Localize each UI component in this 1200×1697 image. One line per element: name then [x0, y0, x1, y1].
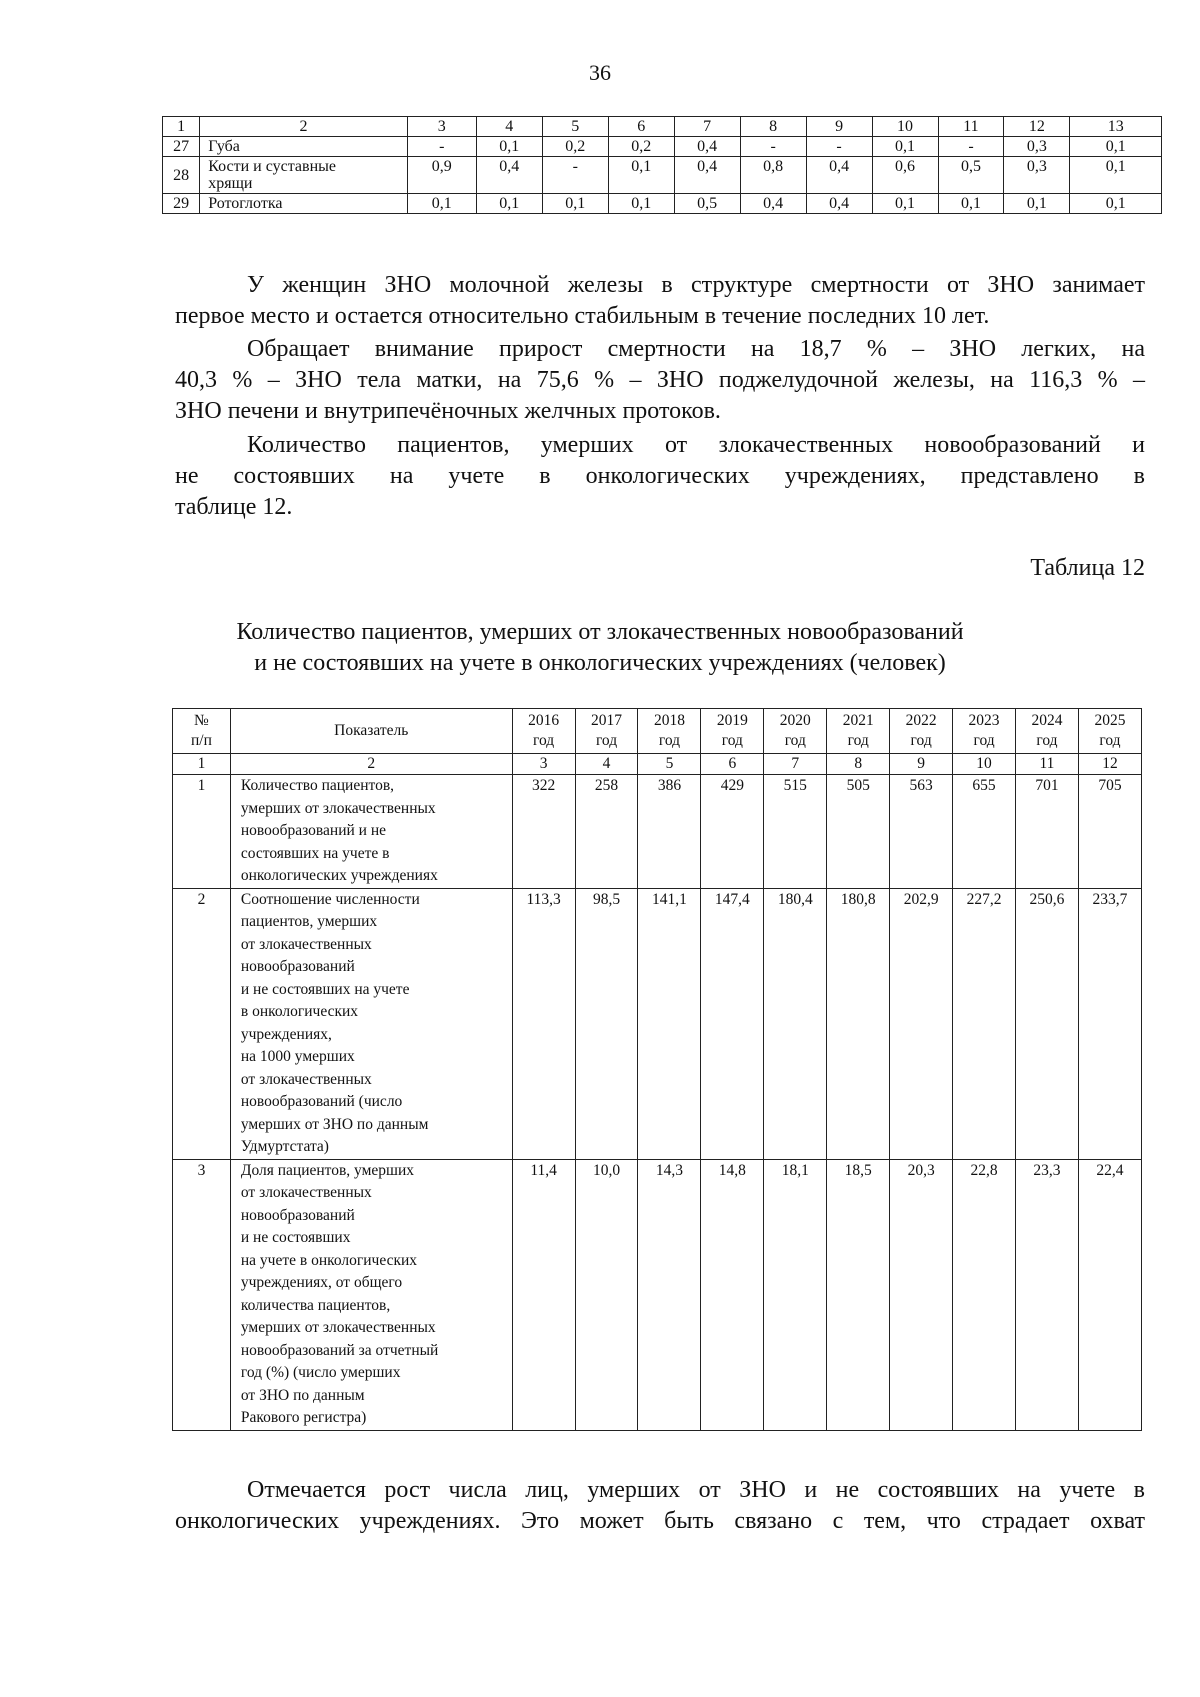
value-cell: 0,1	[1070, 194, 1162, 214]
paragraph-closing	[175, 1475, 1145, 1537]
header-year: 2021 год	[827, 709, 890, 754]
row-number: 27	[163, 137, 200, 157]
column-index: 4	[575, 754, 638, 775]
header-year: 2016 год	[512, 709, 575, 754]
header-cell: 12	[1004, 117, 1070, 137]
header-cell: 6	[608, 117, 674, 137]
caption-line: Количество пациентов, умерших от злокачественных новообразований	[236, 619, 964, 645]
text-line: У женщин ЗНО молочной железы в структуре смертности от ЗНО занимает	[247, 272, 1145, 298]
column-index: 2	[230, 754, 512, 775]
value-cell: 0,8	[740, 157, 806, 194]
header-year: 2019 год	[701, 709, 764, 754]
header-cell: 11	[938, 117, 1004, 137]
column-index: 7	[764, 754, 827, 775]
text-line: таблице 12.	[175, 494, 293, 520]
value-cell: 0,1	[407, 194, 476, 214]
header-cell: 2	[200, 117, 407, 137]
text-line: первое место и остается относительно стабильным в течение последних 10 лет.	[175, 303, 990, 329]
header-cell: 9	[806, 117, 872, 137]
table-row	[173, 1159, 1142, 1430]
value-cell: 0,3	[1004, 157, 1070, 194]
value-cell: 23,3	[1016, 1159, 1079, 1430]
value-cell: 0,2	[608, 137, 674, 157]
row-name	[200, 157, 407, 194]
value-cell: 429	[701, 775, 764, 889]
table-label: Таблица 12	[1030, 555, 1145, 581]
row-number: 29	[163, 194, 200, 214]
value-cell: -	[407, 137, 476, 157]
value-cell: 0,1	[872, 194, 938, 214]
value-cell: 0,1	[872, 137, 938, 157]
header-year: 2025 год	[1078, 709, 1141, 754]
value-cell: 18,1	[764, 1159, 827, 1430]
table-row	[173, 888, 1142, 1159]
column-index: 3	[512, 754, 575, 775]
value-cell: 0,4	[674, 137, 740, 157]
header-year: 2023 год	[953, 709, 1016, 754]
value-cell: 14,3	[638, 1159, 701, 1430]
table-header-row	[163, 117, 1162, 137]
header-cell: 4	[476, 117, 542, 137]
value-cell: 22,4	[1078, 1159, 1141, 1430]
value-cell: 0,1	[608, 194, 674, 214]
value-cell: 655	[953, 775, 1016, 889]
row-name-line: хрящи	[208, 175, 253, 192]
value-cell: 515	[764, 775, 827, 889]
value-cell: 0,6	[872, 157, 938, 194]
value-cell: 250,6	[1016, 888, 1079, 1159]
column-index: 6	[701, 754, 764, 775]
value-cell: 0,1	[938, 194, 1004, 214]
value-cell: 0,4	[674, 157, 740, 194]
header-cell: 3	[407, 117, 476, 137]
header-year: 2022 год	[890, 709, 953, 754]
value-cell: 505	[827, 775, 890, 889]
value-cell: 0,4	[806, 157, 872, 194]
row-name	[200, 194, 407, 214]
value-cell: 705	[1078, 775, 1141, 889]
value-cell: 180,4	[764, 888, 827, 1159]
column-index: 10	[953, 754, 1016, 775]
text-line: ЗНО печени и внутрипечёночных желчных протоков.	[175, 398, 721, 424]
text-line: 40,3 % – ЗНО тела матки, на 75,6 % – ЗНО поджелудочной железы, на 116,3 % –	[175, 367, 1145, 393]
column-index: 9	[890, 754, 953, 775]
paragraph-table-intro	[175, 430, 1145, 523]
indicator-description: Доля пациентов, умерших от злокачественных новообразований и не состоявших на учете в онкологических учреждениях, от общего количества пациентов, умерших от злокачественных новообразований за отчетный год (%) (число умерших от ЗНО по данным Ракового регистра)	[230, 1159, 512, 1430]
header-year: 2018 год	[638, 709, 701, 754]
table-row	[173, 775, 1142, 889]
table-12	[172, 708, 1142, 1431]
value-cell: 322	[512, 775, 575, 889]
value-cell: 10,0	[575, 1159, 638, 1430]
value-cell: 180,8	[827, 888, 890, 1159]
value-cell: 113,3	[512, 888, 575, 1159]
header-cell: 8	[740, 117, 806, 137]
column-index: 1	[173, 754, 231, 775]
value-cell: 0,4	[740, 194, 806, 214]
value-cell: 14,8	[701, 1159, 764, 1430]
header-cell: 13	[1070, 117, 1162, 137]
text-line: не состоявших на учете в онкологических учреждениях, представлено в	[175, 463, 1145, 489]
value-cell: 701	[1016, 775, 1079, 889]
column-index-row	[173, 754, 1142, 775]
table-caption	[0, 617, 1200, 679]
value-cell: 0,1	[1070, 137, 1162, 157]
row-number: 28	[163, 157, 200, 194]
value-cell: 0,1	[476, 137, 542, 157]
value-cell: 0,5	[674, 194, 740, 214]
paragraph-mortality-growth	[175, 334, 1145, 427]
value-cell: 202,9	[890, 888, 953, 1159]
text-line: онкологических учреждениях. Это может быть связано с тем, что страдает охват	[175, 1508, 1145, 1534]
row-name-line: Кости и суставные	[208, 158, 336, 175]
caption-line: и не состоявших на учете в онкологических учреждениях (человек)	[254, 650, 946, 676]
column-index: 11	[1016, 754, 1079, 775]
value-cell: 386	[638, 775, 701, 889]
value-cell: 0,4	[806, 194, 872, 214]
value-cell: 227,2	[953, 888, 1016, 1159]
header-year: 2024 год	[1016, 709, 1079, 754]
value-cell: 18,5	[827, 1159, 890, 1430]
text-line: Отмечается рост числа лиц, умерших от ЗНО и не состоявших на учете в	[247, 1477, 1145, 1503]
value-cell: 0,1	[1004, 194, 1070, 214]
header-cell: 7	[674, 117, 740, 137]
value-cell: 0,3	[1004, 137, 1070, 157]
table-header-row	[173, 709, 1142, 754]
header-cell: 10	[872, 117, 938, 137]
value-cell: 0,1	[476, 194, 542, 214]
value-cell: 0,1	[608, 157, 674, 194]
continuation-table	[162, 116, 1162, 214]
header-year: 2017 год	[575, 709, 638, 754]
value-cell: 141,1	[638, 888, 701, 1159]
header-cell: 1	[163, 117, 200, 137]
page-number: 36	[589, 60, 611, 85]
value-cell: 98,5	[575, 888, 638, 1159]
paragraph-breast-cancer	[175, 270, 1145, 332]
row-number: 3	[173, 1159, 231, 1430]
row-name-line: Губа	[208, 138, 240, 155]
header-year: 2020 год	[764, 709, 827, 754]
value-cell: 563	[890, 775, 953, 889]
value-cell: 0,1	[542, 194, 608, 214]
text-line: Обращает внимание прирост смертности на 18,7 % – ЗНО легких, на	[247, 336, 1145, 362]
value-cell: 233,7	[1078, 888, 1141, 1159]
header-indicator: Показатель	[230, 709, 512, 754]
value-cell: 0,4	[476, 157, 542, 194]
indicator-description: Соотношение численности пациентов, умерших от злокачественных новообразований и не состоявших на учете в онкологических учреждениях, на 1000 умерших от злокачественных новообразований (число умерших от ЗНО по данным Удмуртстата)	[230, 888, 512, 1159]
value-cell: -	[938, 137, 1004, 157]
value-cell: -	[806, 137, 872, 157]
value-cell: 0,5	[938, 157, 1004, 194]
table-row	[163, 137, 1162, 157]
indicator-description: Количество пациентов, умерших от злокачественных новообразований и не состоявших на учете в онкологических учреждениях	[230, 775, 512, 889]
value-cell: -	[542, 157, 608, 194]
value-cell: -	[740, 137, 806, 157]
value-cell: 147,4	[701, 888, 764, 1159]
value-cell: 0,2	[542, 137, 608, 157]
column-index: 12	[1078, 754, 1141, 775]
row-name-line: Ротоглотка	[208, 195, 283, 212]
table-row	[163, 157, 1162, 194]
value-cell: 258	[575, 775, 638, 889]
row-name	[200, 137, 407, 157]
value-cell: 0,9	[407, 157, 476, 194]
value-cell: 0,1	[1070, 157, 1162, 194]
value-cell: 20,3	[890, 1159, 953, 1430]
text-line: Количество пациентов, умерших от злокачественных новообразований и	[247, 432, 1145, 458]
header-number: № п/п	[173, 709, 231, 754]
table-row	[163, 194, 1162, 214]
header-cell: 5	[542, 117, 608, 137]
value-cell: 22,8	[953, 1159, 1016, 1430]
value-cell: 11,4	[512, 1159, 575, 1430]
row-number: 1	[173, 775, 231, 889]
column-index: 8	[827, 754, 890, 775]
row-number: 2	[173, 888, 231, 1159]
column-index: 5	[638, 754, 701, 775]
